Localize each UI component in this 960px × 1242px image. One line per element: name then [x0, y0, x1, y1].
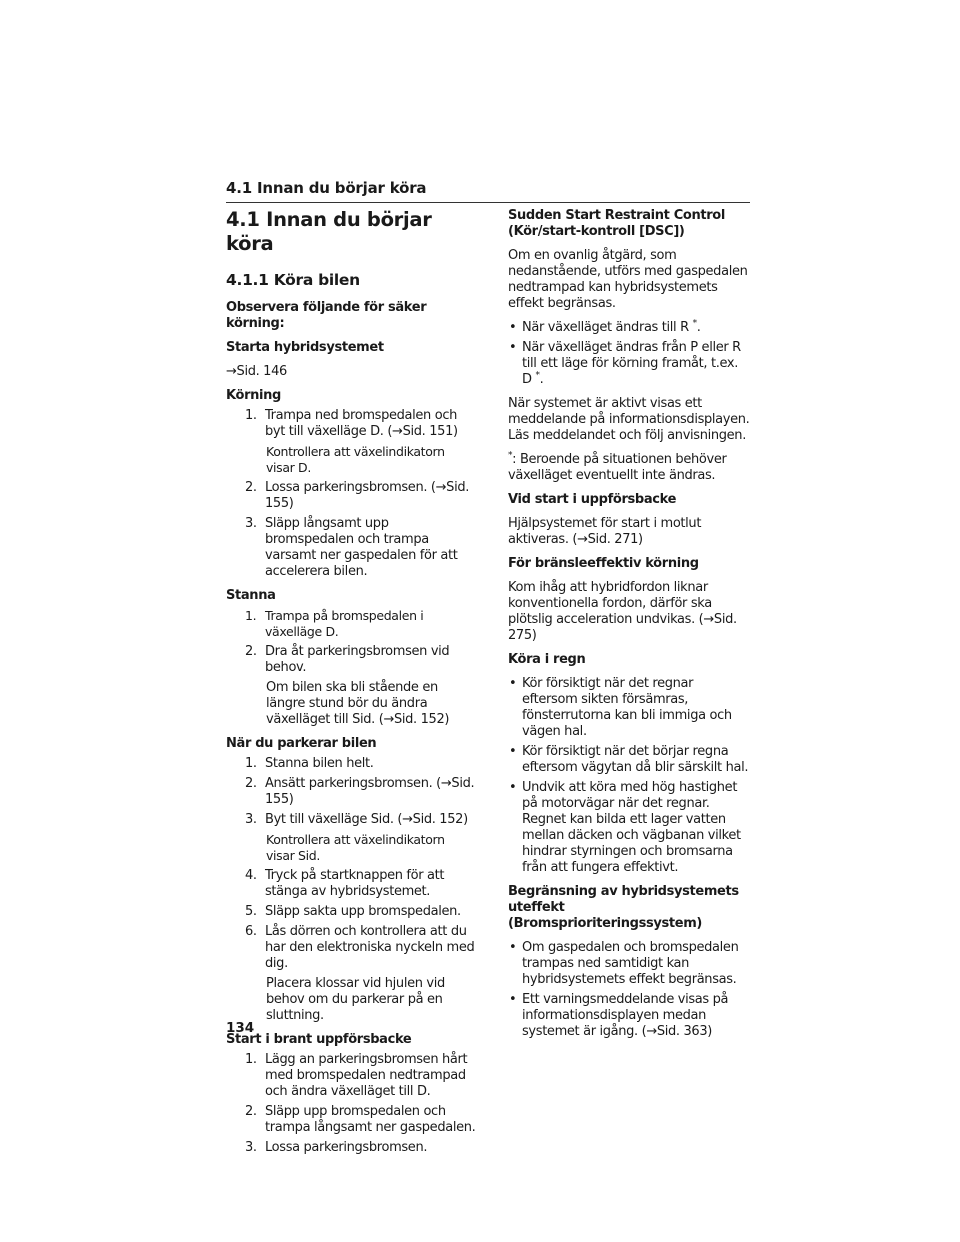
start-heading: Starta hybridsystemet: [226, 340, 384, 355]
step-text: Trampa ned bromspedalen och byt till växelläge D. (→Sid. 151): [265, 408, 458, 439]
step-number: 1.: [245, 1052, 257, 1067]
step-text: Ansätt parkeringsbromsen. (→Sid. 155): [265, 776, 475, 807]
list-item: [246, 408, 476, 476]
list-item: [246, 776, 476, 808]
step-text: Tryck på startknappen för att stänga av hybridsystemet.: [265, 868, 445, 899]
step-number: 2.: [245, 644, 257, 659]
step-number: 4.: [245, 868, 257, 883]
step-note: Om bilen ska bli stående en längre stund bör du ändra växelläget till Sid. (→Sid. 152): [266, 680, 450, 727]
driving-heading: Körning: [226, 388, 282, 403]
step-text: Byt till växelläge Sid. (→Sid. 152): [265, 812, 468, 827]
rain-bullet-list: [508, 676, 750, 876]
step-number: 1.: [245, 756, 257, 771]
bullet-text: När växelläget ändras till R: [522, 320, 689, 335]
start-reference-link[interactable]: →Sid. 146: [226, 364, 287, 379]
list-item: [246, 812, 476, 864]
bullet-text: Kör försiktigt när det regnar eftersom sikten försämras, fönsterrutorna kan bli immiga och vägen hal.: [522, 676, 732, 739]
bullet-icon: •: [509, 744, 517, 759]
list-item: [508, 780, 750, 876]
dsc-intro: Om en ovanlig åtgärd, som nedanstående, utförs med gaspedalen nedtrampad kan hybridsystemets effekt begränsas.: [508, 248, 748, 311]
bullet-icon: •: [509, 992, 517, 1007]
running-header: [226, 178, 750, 203]
step-number: 1.: [245, 608, 257, 623]
limit-heading: Begränsning av hybridsystemets uteffekt (Bromsprioriteringssystem): [508, 884, 739, 931]
dsc-heading: Sudden Start Restraint Control (Kör/start-kontroll [DSC]): [508, 208, 725, 239]
step-text: Släpp upp bromspedalen och trampa långsamt ner gaspedalen.: [265, 1104, 476, 1135]
step-number: 6.: [245, 924, 257, 939]
subsection-title: 4.1.1 Köra bilen: [226, 271, 360, 289]
bullet-icon: •: [509, 940, 517, 955]
list-item: [246, 480, 476, 512]
page-number: 134: [226, 1020, 255, 1036]
list-item: [246, 1052, 476, 1100]
footnote-marker: *: [535, 370, 540, 381]
bullet-icon: •: [509, 780, 517, 795]
section-title: 4.1 Innan du börjar köra: [226, 208, 432, 255]
list-item: [246, 868, 476, 900]
rain-heading: Köra i regn: [508, 652, 586, 667]
limit-bullet-list: [508, 940, 750, 1040]
list-item: [246, 644, 476, 728]
list-item: [246, 1140, 476, 1156]
step-text: Lägg an parkeringsbromsen hårt med bromspedalen nedtrampad och ändra växelläget till D.: [265, 1052, 468, 1099]
fuel-heading: För bränsleeffektiv körning: [508, 556, 699, 571]
footnote-marker: *: [692, 318, 697, 329]
bullet-icon: •: [509, 340, 517, 355]
bullet-suffix: .: [696, 320, 701, 335]
step-text: Släpp sakta upp bromspedalen.: [265, 904, 461, 919]
left-column: [226, 204, 476, 1164]
stop-steps-list: [226, 608, 476, 728]
step-text: Lossa parkeringsbromsen. (→Sid. 155): [265, 480, 470, 511]
step-number: 3.: [245, 1140, 257, 1155]
step-number: 2.: [245, 776, 257, 791]
bullet-icon: •: [509, 676, 517, 691]
list-item: [508, 320, 750, 336]
park-steps-list: [226, 756, 476, 1024]
step-number: 2.: [245, 1104, 257, 1119]
hill-steps-list: [226, 1052, 476, 1156]
step-number: 1.: [245, 408, 257, 423]
list-item: [246, 904, 476, 920]
list-item: [246, 516, 476, 580]
list-item: [246, 756, 476, 772]
step-text: Trampa på bromspedalen i växelläge D.: [265, 608, 424, 639]
list-item: [508, 744, 750, 776]
step-text: Släpp långsamt upp bromspedalen och trampa varsamt ner gaspedalen för att accelerera bilen.: [265, 516, 458, 579]
bullet-icon: •: [509, 320, 517, 335]
bullet-text: Ett varningsmeddelande visas på informationsdisplayen medan systemet är igång. (→Sid. 363): [522, 992, 729, 1039]
step-text: Lås dörren och kontrollera att du har den elektroniska nyckeln med dig.: [265, 924, 475, 971]
fuel-text: Kom ihåg att hybridfordon liknar konventionella fordon, därför ska plötslig acceleration undvikas. (→Sid. 275): [508, 580, 737, 643]
list-item: [508, 676, 750, 740]
list-item: [508, 940, 750, 988]
intro-heading: Observera följande för säker körning:: [226, 300, 427, 331]
bullet-text: När växelläget ändras från P eller R till ett läge för körning framåt, t.ex. D: [522, 340, 741, 387]
park-heading: När du parkerar bilen: [226, 736, 377, 751]
running-header-title: 4.1 Innan du börjar köra: [226, 179, 427, 197]
step-note: Kontrollera att växelindikatorn visar D.: [266, 444, 445, 475]
hill-heading: Start i brant uppförsbacke: [226, 1032, 412, 1047]
step-number: 3.: [245, 812, 257, 827]
step-text: Lossa parkeringsbromsen.: [265, 1140, 428, 1155]
dsc-active-text: När systemet är aktivt visas ett meddelande på informationsdisplayen. Läs meddelandet och följ anvisningen.: [508, 396, 750, 443]
right-column: [508, 204, 750, 1048]
step-note: Kontrollera att växelindikatorn visar Sid.: [266, 832, 445, 863]
list-item: [246, 1104, 476, 1136]
list-item: [246, 924, 476, 1024]
bullet-text: Kör försiktigt när det börjar regna eftersom vägytan då blir särskilt hal.: [522, 744, 749, 775]
driving-steps-list: [226, 408, 476, 580]
dsc-bullet-list: [508, 320, 750, 388]
footnote-marker: *: [508, 450, 513, 461]
list-item: [508, 340, 750, 388]
step-number: 5.: [245, 904, 257, 919]
footnote-text: : Beroende på situationen behöver växelläget eventuellt inte ändras.: [508, 452, 727, 483]
bullet-text: Om gaspedalen och bromspedalen trampas ned samtidigt kan hybridsystemets effekt begränsas.: [522, 940, 739, 987]
step-number: 3.: [245, 516, 257, 531]
uphill-heading: Vid start i uppförsbacke: [508, 492, 677, 507]
step-note: Placera klossar vid hjulen vid behov om du parkerar på en sluttning.: [266, 976, 445, 1023]
stop-heading: Stanna: [226, 588, 276, 603]
bullet-text: Undvik att köra med hög hastighet på motorvägar när det regnar. Regnet kan bilda ett lager vatten mellan däcken och vägbanan vilket hindrar styrningen och bromsarna från att fungera effektivt.: [522, 780, 741, 875]
list-item: [508, 992, 750, 1040]
step-text: Dra åt parkeringsbromsen vid behov.: [265, 644, 450, 675]
uphill-text: Hjälpsystemet för start i motlut aktiveras. (→Sid. 271): [508, 516, 702, 547]
step-number: 2.: [245, 480, 257, 495]
step-text: Stanna bilen helt.: [265, 756, 374, 771]
list-item: [246, 608, 476, 640]
bullet-suffix: .: [539, 372, 544, 387]
footnote: [508, 452, 750, 484]
